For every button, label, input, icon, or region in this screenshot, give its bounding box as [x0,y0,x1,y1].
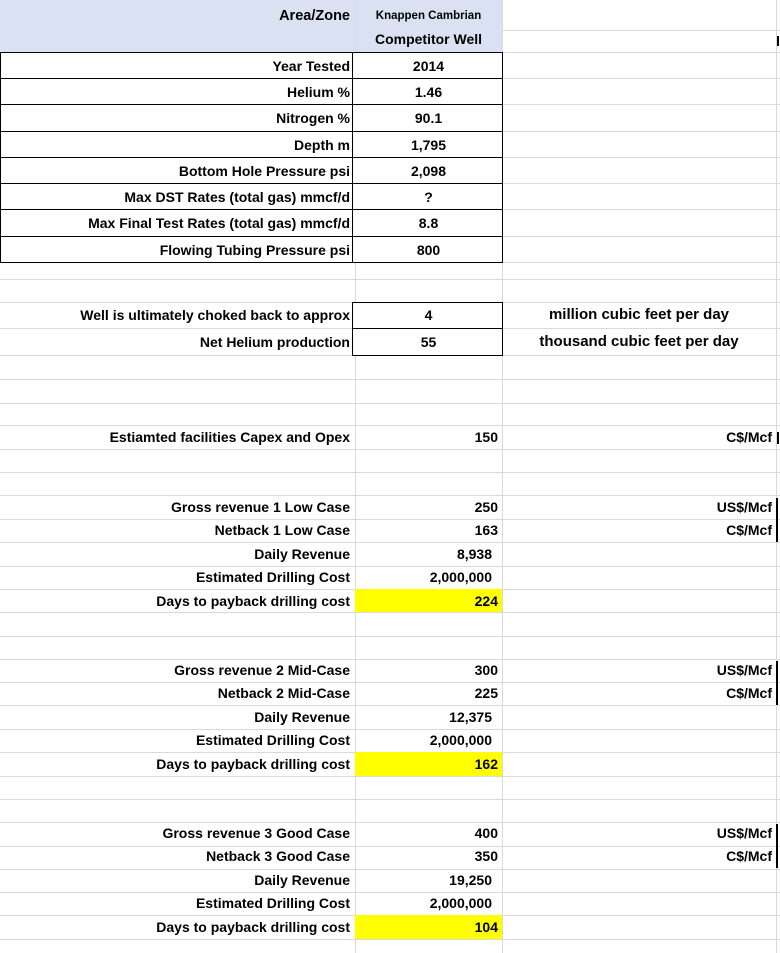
helium-value: 1.46 [414,84,443,100]
good-gross-unit: US$/Mcf [716,825,772,841]
gridline [0,869,780,870]
gridline [0,682,780,683]
gridline [0,705,780,706]
depth-value: 1,795 [410,137,447,153]
gridline [0,425,780,426]
cell-border [0,104,503,105]
good-drill-label: Estimated Drilling Cost [195,895,350,911]
mid-gross-label: Gross revenue 2 Mid-Case [174,662,350,678]
low-gross-label: Gross revenue 1 Low Case [171,499,350,515]
depth-label: Depth m [294,137,350,153]
gridline [0,472,780,473]
choked-value: 4 [424,307,433,323]
mid-drill-value: 2,000,000 [429,732,492,748]
edge-mark [776,824,778,868]
mid-payback-label: Days to payback drilling cost [156,756,350,772]
mid-netback-value: 225 [474,685,498,701]
gridline [0,846,780,847]
cell-border [352,328,503,329]
net-helium-unit: thousand cubic feet per day [539,333,739,350]
gridline [0,636,780,637]
gridline [0,612,780,613]
mid-daily-label: Daily Revenue [254,709,350,725]
gridline [0,799,780,800]
gridline [0,776,780,777]
mid-payback-value: 162 [474,756,498,772]
cell-border [0,183,503,184]
gridline [0,449,780,450]
bhp-label: Bottom Hole Pressure psi [178,163,350,179]
bhp-value: 2,098 [410,163,447,179]
net-helium-label: Net Helium production [199,334,350,350]
choked-label: Well is ultimately choked back to approx [80,307,350,323]
good-netback-value: 350 [474,848,498,864]
good-daily-value: 19,250 [449,872,492,888]
year-tested-value: 2014 [412,58,445,74]
good-gross-value: 400 [474,825,498,841]
good-gross-label: Gross revenue 3 Good Case [162,825,350,841]
good-payback-label: Days to payback drilling cost [156,919,350,935]
max-dst-value: ? [424,189,433,205]
low-daily-label: Daily Revenue [254,546,350,562]
low-gross-value: 250 [474,499,498,515]
nitrogen-value: 90.1 [414,110,443,126]
well-name: Knappen Cambrian [375,10,482,22]
mid-drill-label: Estimated Drilling Cost [195,732,350,748]
gridline [0,892,780,893]
low-daily-value: 8,938 [456,546,492,562]
mid-netback-unit: C$/Mcf [726,685,772,701]
year-tested-label: Year Tested [272,58,350,74]
low-drill-value: 2,000,000 [429,569,492,585]
low-drill-label: Estimated Drilling Cost [195,569,350,585]
max-final-label: Max Final Test Rates (total gas) mmcf/d [88,215,350,231]
gridline [0,939,780,940]
capex-label: Estiamted facilities Capex and Opex [109,429,350,445]
max-final-value: 8.8 [418,215,439,231]
net-helium-value: 55 [420,334,437,350]
good-drill-value: 2,000,000 [429,895,492,911]
low-payback-label: Days to payback drilling cost [156,593,350,609]
mid-gross-value: 300 [474,662,498,678]
mid-daily-value: 12,375 [449,709,492,725]
capex-value: 150 [474,429,498,445]
good-payback-value: 104 [474,919,498,935]
low-netback-unit: C$/Mcf [726,522,772,538]
gridline [0,495,780,496]
gridline [0,403,780,404]
gridline [0,822,780,823]
gridline [776,0,777,953]
gridline [0,279,780,280]
good-daily-label: Daily Revenue [254,872,350,888]
low-netback-value: 163 [474,522,498,538]
edge-mark [776,661,778,705]
max-dst-label: Max DST Rates (total gas) mmcf/d [124,189,350,205]
gridline [0,729,780,730]
good-netback-label: Netback 3 Good Case [206,848,350,864]
area-zone-label: Area/Zone [279,8,350,24]
mid-gross-unit: US$/Mcf [716,662,772,678]
cell-border [0,78,503,79]
edge-mark [777,36,779,46]
gridline [0,566,780,567]
capex-unit: C$/Mcf [726,429,772,445]
gridline [0,542,780,543]
mid-netback-label: Netback 2 Mid-Case [217,685,350,701]
gridline [0,379,780,380]
good-netback-unit: C$/Mcf [726,848,772,864]
edge-mark [777,432,779,444]
cell-border [0,157,503,158]
gridline [502,30,780,31]
low-payback-value: 224 [474,593,498,609]
gridline [0,659,780,660]
cell-border [0,131,503,132]
low-gross-unit: US$/Mcf [716,499,772,515]
ftp-label: Flowing Tubing Pressure psi [159,242,350,258]
edge-mark [776,498,778,542]
ftp-value: 800 [416,242,441,258]
well-type: Competitor Well [374,31,483,47]
gridline [0,519,780,520]
nitrogen-label: Nitrogen % [276,110,350,126]
helium-label: Helium % [286,84,350,100]
choked-unit: million cubic feet per day [548,306,730,323]
low-netback-label: Netback 1 Low Case [214,522,350,538]
cell-border [0,209,503,210]
cell-border [0,236,503,237]
